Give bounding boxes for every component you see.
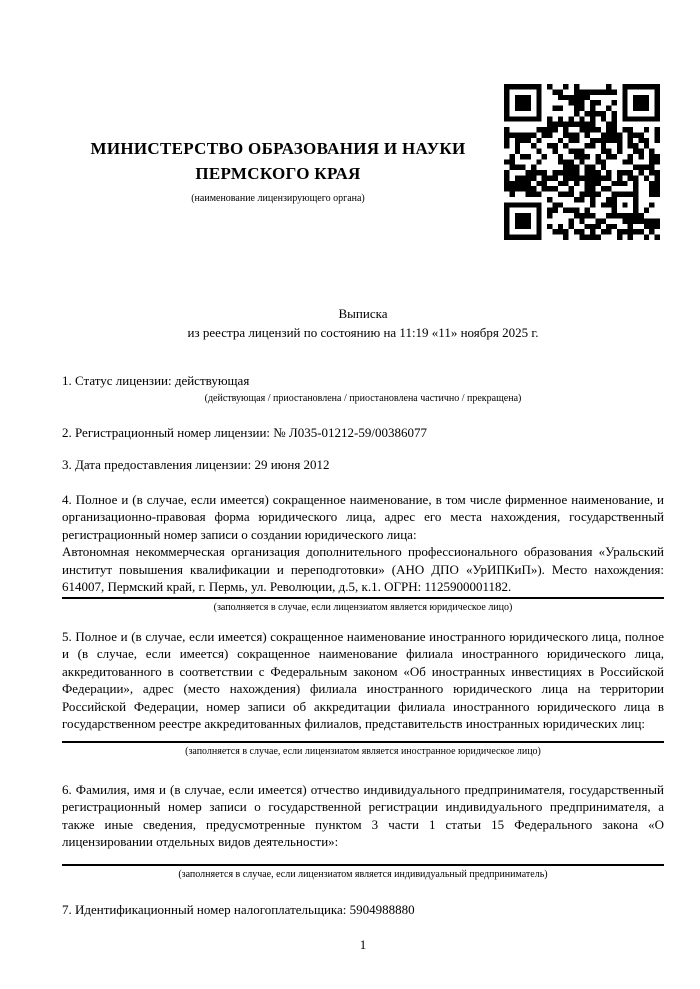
field-legal-entity-text: 4. Полное и (в случае, если имеется) сокращенное наименование, в том числе фирменное наименование, и организационно-правовая форма юридического лица, адрес его места нахождения, государственный регистрационный номер записи о создании юридического лица: <box>62 491 664 542</box>
authority-name-line1: МИНИСТЕРСТВО ОБРАЗОВАНИЯ И НАУКИ <box>90 139 466 158</box>
field-license-status-caption: (действующая / приостановлена / приостановлена частично / прекращена) <box>204 392 522 404</box>
field-foreign-entity-blank-line <box>62 741 664 743</box>
qr-code-icon <box>504 84 660 240</box>
field-individual-entrepreneur-caption: (заполняется в случае, если лицензиатом является индивидуальный предприниматель) <box>178 868 548 880</box>
document-title-line2: из реестра лицензий по состоянию на 11:19 «11» ноября 2025 г. <box>187 325 539 340</box>
document-title-line1: Выписка <box>338 306 388 321</box>
field-foreign-entity-caption: (заполняется в случае, если лицензиатом является иностранное юридическое лицо) <box>185 745 541 757</box>
field-foreign-entity <box>62 628 664 758</box>
field-taxpayer-number <box>62 901 664 919</box>
field-license-status-text: 1. Статус лицензии: действующая <box>62 373 250 388</box>
field-taxpayer-number-text: 7. Идентификационный номер налогоплательщика: 5904988880 <box>62 901 415 917</box>
field-individual-entrepreneur-text: 6. Фамилия, имя и (в случае, если имеется) отчество индивидуального предпринимателя, государственный регистрационный номер записи о государственной регистрации индивидуального предпринимателя, а также иные сведения, предусмотренные пунктом 3 части 1 статьи 15 Федерального закона «О лицензировании отдельных видов деятельности»: <box>62 781 664 849</box>
authority-caption: (наименование лицензирующего органа) <box>191 193 365 204</box>
licensing-authority-block <box>62 84 494 205</box>
page-number: 1 <box>359 937 367 952</box>
field-individual-entrepreneur-blank-line <box>62 864 664 866</box>
document-header <box>62 84 664 240</box>
field-license-status <box>62 372 664 405</box>
field-legal-entity-caption: (заполняется в случае, если лицензиатом является юридическое лицо) <box>213 601 513 613</box>
field-individual-entrepreneur <box>62 781 664 881</box>
field-foreign-entity-text: 5. Полное и (в случае, если имеется) сокращенное наименование иностранного юридического лица, полное и (в случае, если имеется) сокращенное наименование филиала иностранного юридического лица, аккредитованного в соответствии с Федеральным законом «Об иностранных инвестициях в Российской Федерации», адрес (место нахождения) филиала иностранного юридического лица на территории Российской Федерации, номер записи об аккредитации филиала иностранного юридического лица в государственном реестре аккредитованных филиалов, представительств иностранных юридических лиц: <box>62 628 664 731</box>
field-registration-number <box>62 424 664 442</box>
document-title <box>62 304 664 342</box>
field-legal-entity-value: Автономная некоммерческая организация дополнительного профессионального образования «Уральский институт повышения квалификации и переподготовки» (АНО ДПО «УрИПКиП»). Место нахождения: 614007, Пермский край, г. Пермь, ул. Революции, д.5, к.1. ОГРН: 1125900001182. <box>62 543 664 599</box>
field-license-date-text: 3. Дата предоставления лицензии: 29 июня 2012 <box>62 457 330 472</box>
authority-name-line2: ПЕРМСКОГО КРАЯ <box>195 164 361 183</box>
field-registration-number-text: 2. Регистрационный номер лицензии: № Л035-01212-59/00386077 <box>62 424 428 440</box>
field-legal-entity <box>62 491 664 614</box>
field-license-date <box>62 456 664 474</box>
